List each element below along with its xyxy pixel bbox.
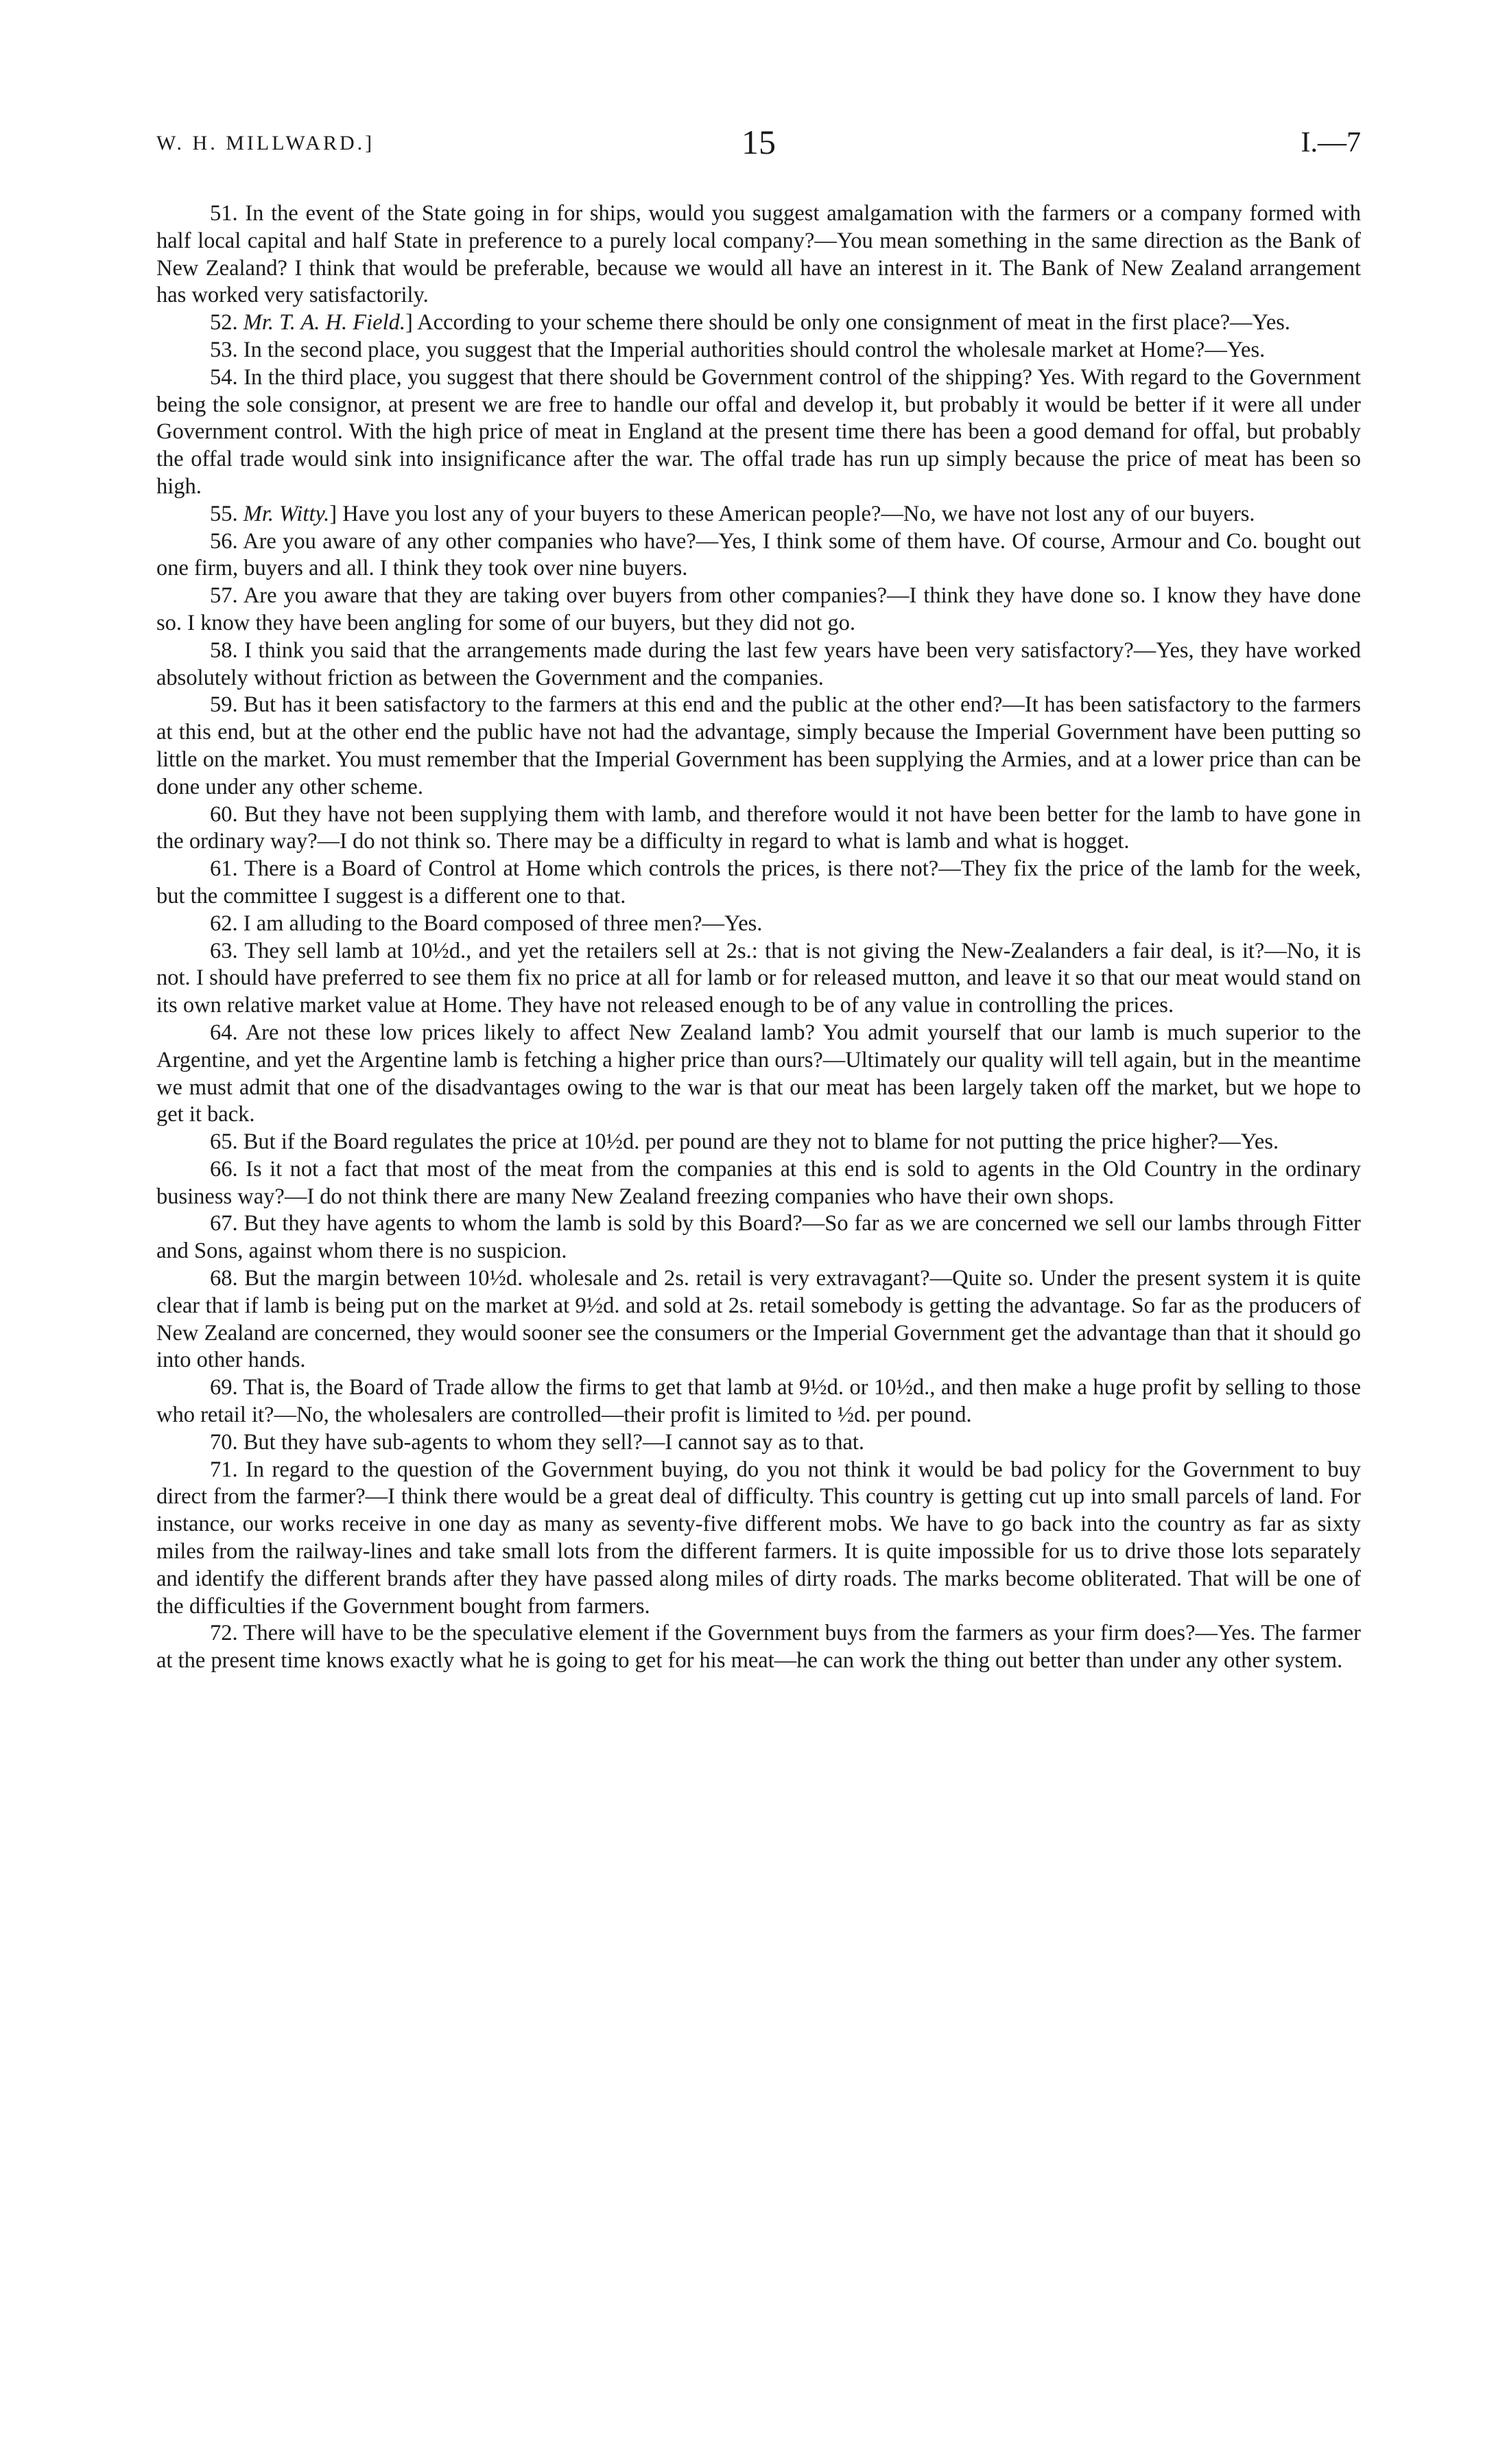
paragraph-72: 72. There will have to be the speculative element if the Government buys from the farmers as your firm does?—Yes. The farmer at the present time knows exactly what he is going to get for his meat—he can work the thing out better than under any other system.: [156, 1621, 1361, 1674]
paragraph-64: 64. Are not these low prices likely to affect New Zealand lamb? You admit yourself that our lamb is much superior to the Argentine, and yet the Argentine lamb is fetching a higher price than ours?—Ultimately our quality will tell again, but in the meantime we must admit that one of the disadvantages owing to the war is that our meat has been largely taken off the market, but we hope to get it back.: [156, 1020, 1361, 1127]
body-text: [156, 200, 1361, 1675]
paragraph-52-speaker: Mr. T. A. H. Field.: [243, 310, 405, 336]
paragraph-63: 63. They sell lamb at 10½d., and yet the retailers sell at 2s.: that is not giving the New-Zealanders a fair deal, is it?—No, it is not. I should have preferred to see them fix no price at all for lamb or for released mutton, and leave it so that our meat would stand on its own relative market value at Home. They have not released enough to be of any value in controlling the prices.: [156, 938, 1361, 1018]
paragraph-52: [156, 309, 1361, 337]
paragraph-56: 56. Are you aware of any other companies who have?—Yes, I think some of them have. Of course, Armour and Co. bought out one firm, buyers and all. I think they took over nine buyers.: [156, 528, 1361, 581]
paragraph-61: 61. There is a Board of Control at Home which controls the prices, is there not?—They fix the price of the lamb for the week, but the committee I suggest is a different one to that.: [156, 856, 1361, 908]
paragraph-51: 51. In the event of the State going in for ships, would you suggest amalgamation with the farmers or a company formed with half local capital and half State in preference to a purely local company?—You mean something in the same direction as the Bank of New Zealand? I think that would be preferable, because we would all have an interest in it. The Bank of New Zealand arrangement has worked very satisfactorily.: [156, 201, 1361, 308]
paragraph-62: 62. I am alluding to the Board composed of three men?—Yes.: [210, 911, 763, 936]
paragraph-52-text: ] According to your scheme there should be only one consignment of meat in the first place?—Yes.: [405, 310, 1291, 336]
paragraph-69: 69. That is, the Board of Trade allow the firms to get that lamb at 9½d. or 10½d., and then make a huge profit by selling to those who retail it?—No, the wholesalers are controlled—their profit is limited to ½d. per pound.: [156, 1375, 1361, 1428]
page-number: 15: [741, 123, 776, 161]
paragraph-57: 57. Are you aware that they are taking over buyers from other companies?—I think they have done so. I know they have done so. I know they have been angling for some of our buyers, but they did not go.: [156, 583, 1361, 635]
paragraph-54: 54. In the third place, you suggest that there should be Government control of the shipping? Yes. With regard to the Government being the sole consignor, at present we are free to handle our offal and develop it, but probably it would be better if it were all under Government control. With the high price of meat in England at the present time there has been a good demand for offal, but probably the offal trade would sink into insignificance after the war. The offal trade has run up simply because the price of meat has been so high.: [156, 364, 1361, 499]
paragraph-66: 66. Is it not a fact that most of the meat from the companies at this end is sold to agents in the Old Country in the ordinary business way?—I do not think there are many New Zealand freezing companies who have their own shops.: [156, 1156, 1361, 1209]
paragraph-53: 53. In the second place, you suggest that the Imperial authorities should control the wholesale market at Home?—Yes.: [210, 337, 1266, 362]
paragraph-59: 59. But has it been satisfactory to the farmers at this end and the public at the other end?—It has been satisfactory to the farmers at this end, but at the other end the public have not had the advantage, simply because the Imperial Government have been putting so little on the market. You must remember that the Imperial Government has been supplying the Armies, and at a lower price than can be done under any other scheme.: [156, 692, 1361, 799]
paragraph-55: [156, 501, 1361, 528]
paragraph-52-number: 52.: [210, 310, 244, 336]
paragraph-71: 71. In regard to the question of the Government buying, do you not think it would be bad policy for the Government to buy direct from the farmer?—I think there would be a great deal of difficulty. This country is getting cut up into small parcels of land. For instance, our works receive in one day as many as seventy-five different mobs. We have to go back into the country as far as sixty miles from the railway-lines and take small lots from the different farmers. It is quite impossible for us to drive those lots separately and identify the different brands after they have passed along miles of dirty roads. The marks become obliterated. That will be one of the difficulties if the Government bought from farmers.: [156, 1457, 1361, 1619]
page-header: [156, 122, 1361, 170]
paragraph-55-text: ] Have you lost any of your buyers to these American people?—No, we have not lost any of our buyers.: [329, 501, 1255, 526]
paragraph-60: 60. But they have not been supplying them with lamb, and therefore would it not have been better for the lamb to have gone in the ordinary way?—I do not think so. There may be a difficulty in regard to what is lamb and what is hogget.: [156, 801, 1361, 854]
paragraph-68: 68. But the margin between 10½d. wholesale and 2s. retail is very extravagant?—Quite so. Under the present system it is quite clear that if lamb is being put on the market at 9½d. and sold at 2s. retail somebody is getting the advantage. So far as the producers of New Zealand are concerned, they would sooner see the consumers or the Imperial Government get the advantage than that it should go into other hands.: [156, 1266, 1361, 1373]
header-paper-ref: I.—7: [1301, 127, 1361, 159]
paragraph-65: 65. But if the Board regulates the price at 10½d. per pound are they not to blame for not putting the price higher?—Yes.: [210, 1129, 1279, 1155]
paragraph-55-speaker: Mr. Witty.: [243, 501, 330, 526]
header-witness-name: W. H. MILLWARD.]: [156, 132, 375, 154]
paragraph-55-number: 55.: [210, 501, 244, 526]
paragraph-70: 70. But they have sub-agents to whom they sell?—I cannot say as to that.: [210, 1429, 865, 1455]
paragraph-67: 67. But they have agents to whom the lamb is sold by this Board?—So far as we are concerned we sell our lambs through Fitter and Sons, against whom there is no suspicion.: [156, 1211, 1361, 1264]
paragraph-58: 58. I think you said that the arrangements made during the last few years have been very satisfactory?—Yes, they have worked absolutely without friction as between the Government and the companies.: [156, 637, 1361, 690]
